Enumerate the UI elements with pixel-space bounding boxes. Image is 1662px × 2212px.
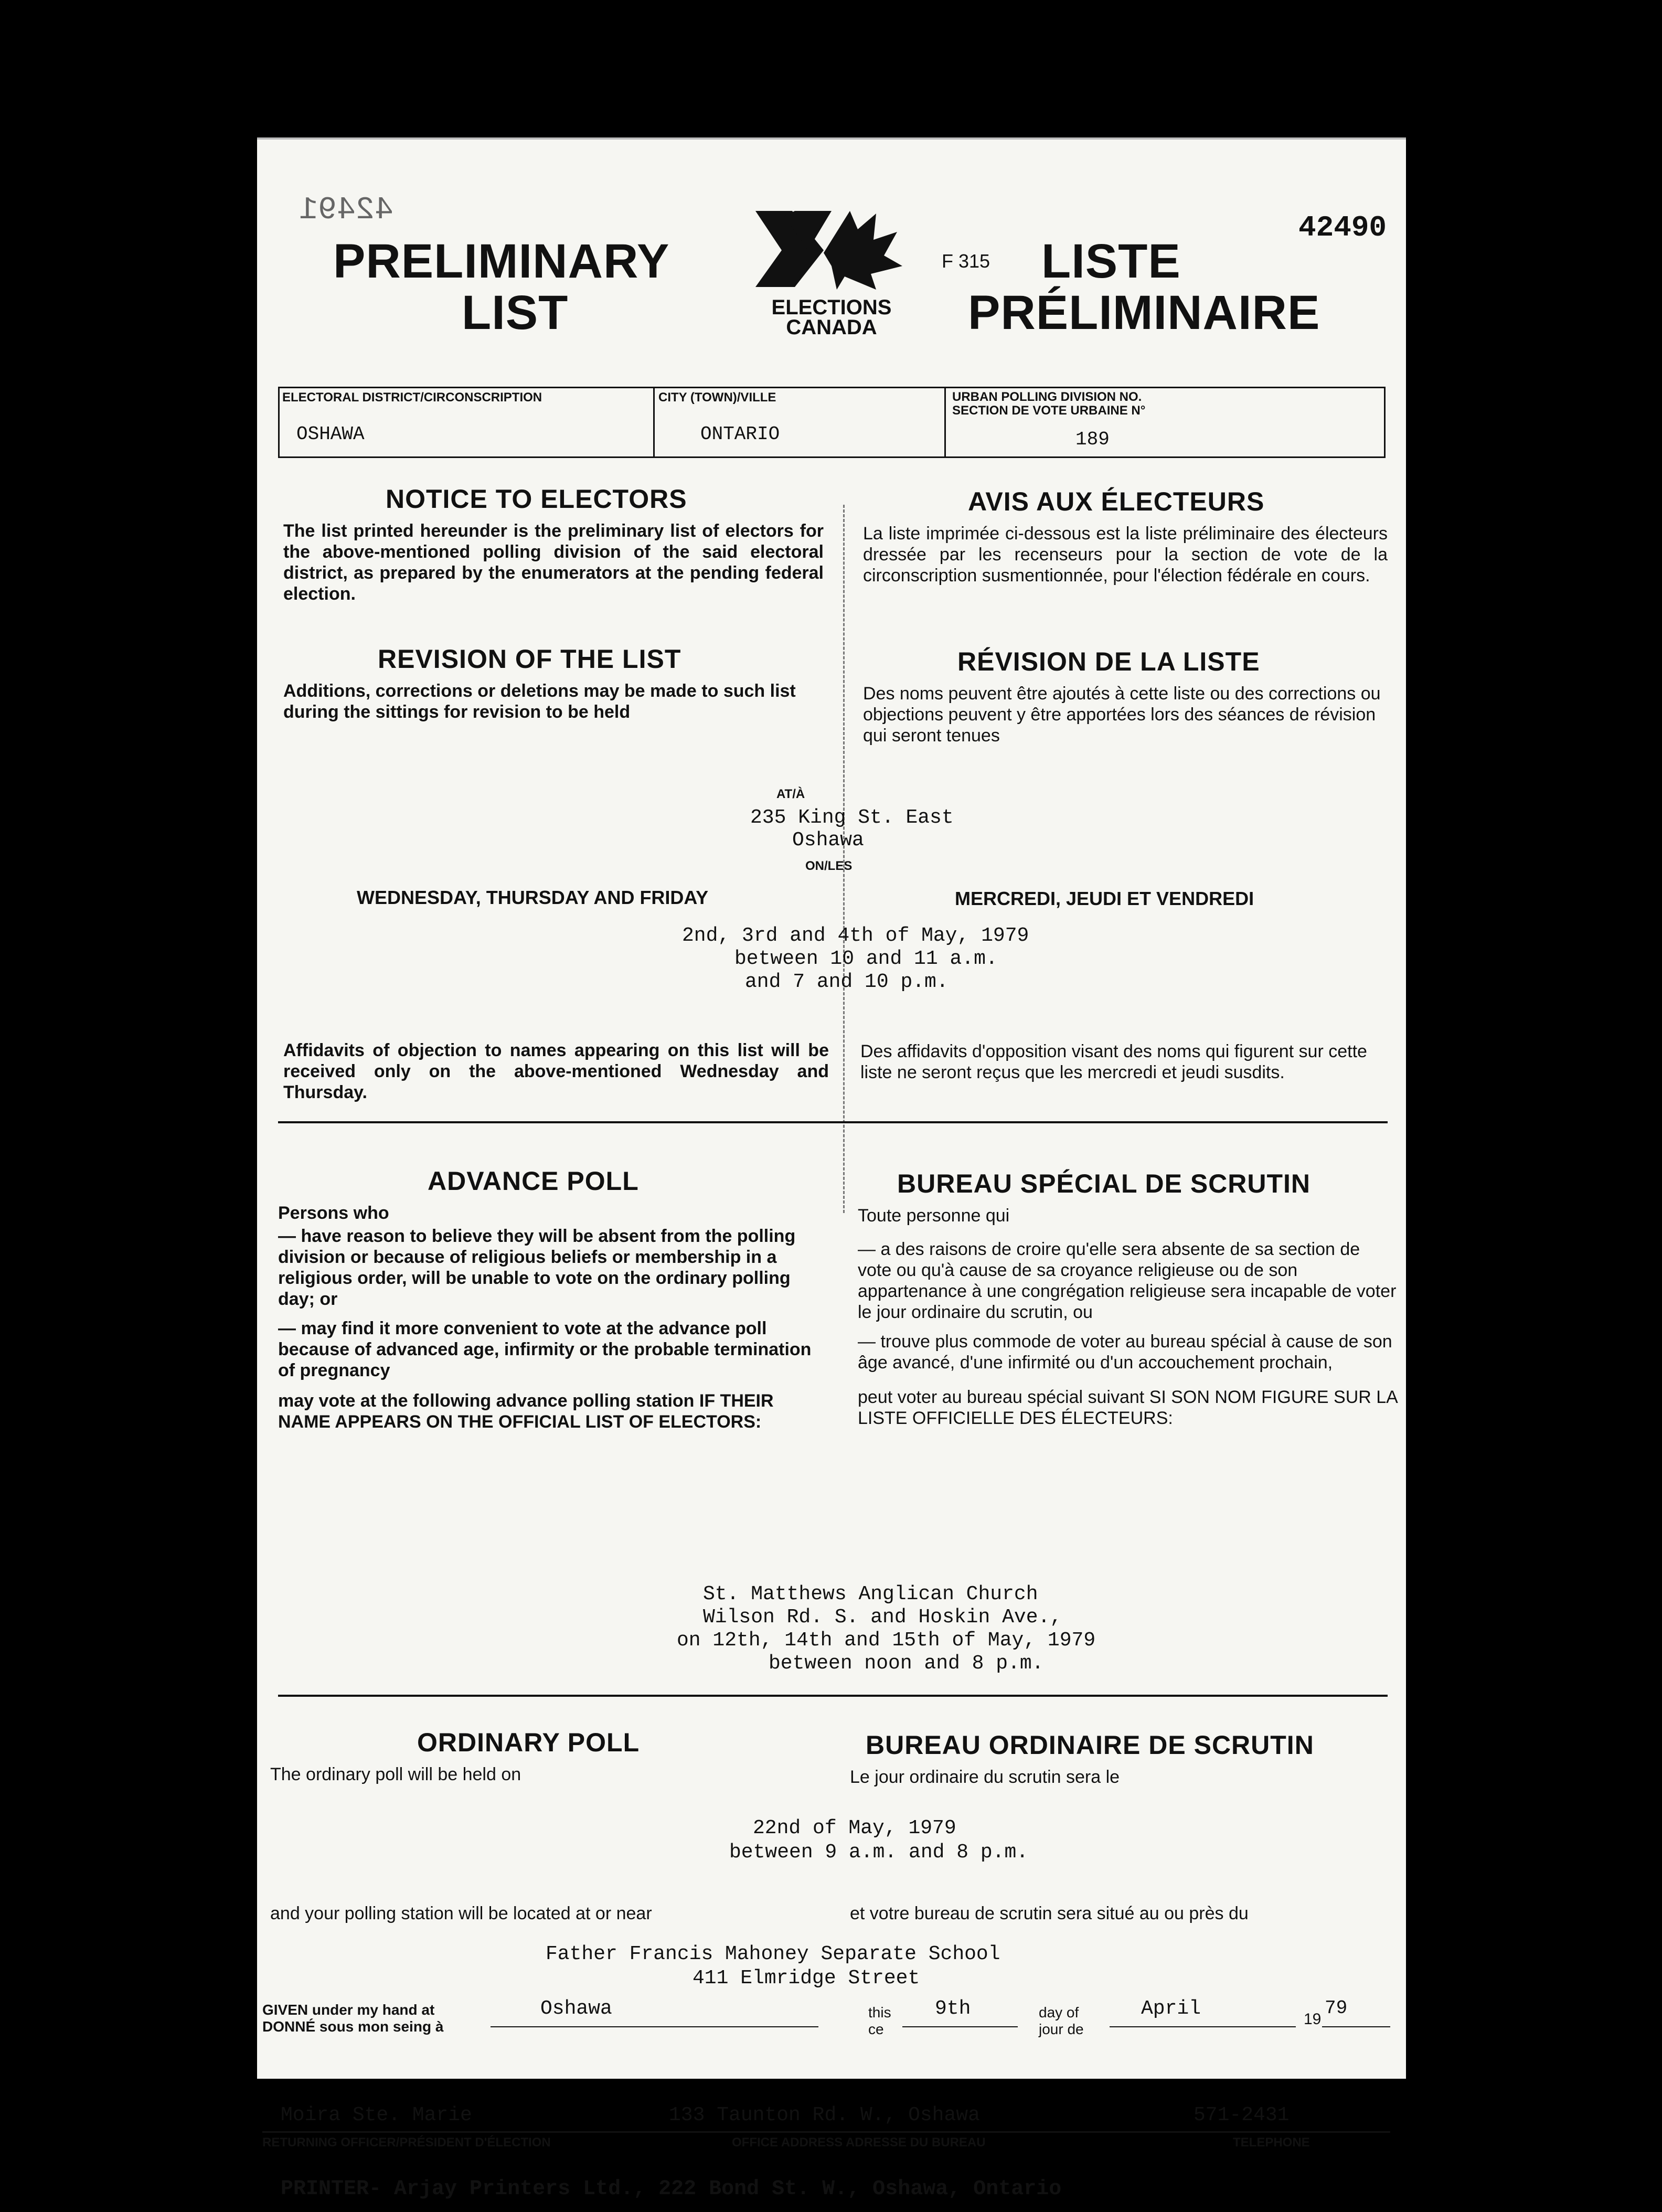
ordinary-date-line1: 22nd of May, 1979 <box>753 1817 956 1839</box>
at-label: AT/À <box>776 787 805 801</box>
given-label-en: GIVEN under my hand at <box>262 2002 435 2018</box>
ordinary-station-en: and your polling station will be located at or near <box>270 1903 652 1923</box>
form-number: 42490 <box>1298 211 1387 244</box>
revision-text-en: Additions, corrections or deletions may be made to such list during the sittings for revision to be held <box>283 681 796 722</box>
notice-title-fr: AVIS AUX ÉLECTEURS <box>968 487 1265 516</box>
logo-text-line1: ELECTIONS <box>771 296 892 319</box>
advance-item2-en: — may find it more convenient to vote at the advance poll because of advanced age, infirmity or the probable termination of pregnancy <box>278 1318 812 1380</box>
field-divider-2 <box>944 387 946 456</box>
this-label <box>868 2004 891 2038</box>
ordinary-held-fr: Le jour ordinaire du scrutin sera le <box>850 1767 1120 1787</box>
day-of-label <box>1039 2004 1084 2038</box>
ordinary-station-fr: et votre bureau de scrutin sera situé au ou près du <box>850 1903 1249 1923</box>
revision-dates-line1: 2nd, 3rd and 4th of May, 1979 <box>682 924 1029 947</box>
affidavit-en: Affidavits of objection to names appearing on this list will be received only on the above-mentioned Wednesday and Thursday. <box>283 1040 829 1102</box>
division-label <box>952 390 1145 418</box>
revision-dates-line2: between 10 and 11 a.m. <box>734 948 998 970</box>
district-label: ELECTORAL DISTRICT/CIRCONSCRIPTION <box>282 390 542 405</box>
advance-intro-en: Persons who <box>278 1203 389 1223</box>
days-fr: MERCREDI, JEUDI ET VENDREDI <box>955 888 1254 909</box>
elections-canada-logo <box>745 203 944 295</box>
document-page <box>257 137 1406 2201</box>
notice-title-en: NOTICE TO ELECTORS <box>386 484 687 514</box>
given-place: Oshawa <box>540 1997 612 2020</box>
advance-item1-en: — have reason to believe they will be absent from the polling division or because of religious beliefs or membership in a religious order, will be unable to vote on the ordinary polling day; or <box>278 1226 796 1309</box>
given-day-line <box>902 2026 1018 2027</box>
given-label-fr: DONNÉ sous mon seing à <box>262 2018 444 2035</box>
ordinary-place <box>546 1942 1000 1991</box>
ordinary-date-line2: between 9 a.m. and 8 p.m. <box>729 1841 1029 1864</box>
revision-address-line1: 235 King St. East <box>750 806 954 829</box>
divider-ordinary <box>278 1695 1388 1697</box>
given-year-line <box>1322 2026 1390 2027</box>
affidavit-fr: Des affidavits d'opposition visant des noms qui figurent sur cette liste ne seront reçus que les mercredi et jeudi susdits. <box>860 1041 1367 1082</box>
logo-text-line2: CANADA <box>786 316 877 339</box>
jour-de-label-fr: jour de <box>1039 2021 1084 2037</box>
revision-title-en: REVISION OF THE LIST <box>378 644 681 674</box>
logo-text <box>753 297 910 337</box>
city-label: CITY (TOWN)/VILLE <box>658 390 776 405</box>
ordinary-title-en: ORDINARY POLL <box>417 1728 640 1757</box>
advance-location-line2: Wilson Rd. S. and Hoskin Ave., <box>703 1606 1062 1629</box>
advance-outro-fr: peut voter au bureau spécial suivant SI SON NOM FIGURE SUR LA LISTE OFFICIELLE DES ÉLECTEURS: <box>858 1387 1397 1428</box>
advance-location-line3: on 12th, 14th and 15th of May, 1979 <box>677 1629 1096 1652</box>
revision-title-fr: RÉVISION DE LA LISTE <box>957 647 1260 676</box>
officer-name-label: RETURNING OFFICER/PRÉSIDENT D'ÉLECTION <box>262 2135 551 2150</box>
advance-location <box>669 1583 1095 1675</box>
advance-outro-en: may vote at the following advance polling station IF THEIR NAME APPEARS ON THE OFFICIAL LIST OF ELECTORS: <box>278 1391 774 1432</box>
ordinary-held-en: The ordinary poll will be held on <box>270 1764 521 1784</box>
given-month: April <box>1141 1997 1201 2020</box>
city-value: ONTARIO <box>700 423 780 445</box>
on-label: ON/LES <box>805 859 853 873</box>
advance-location-line1: St. Matthews Anglican Church <box>703 1583 1038 1605</box>
revision-address-line2: Oshawa <box>792 829 864 852</box>
days-en: WEDNESDAY, THURSDAY AND FRIDAY <box>357 887 709 908</box>
officer-address: 133 Taunton Rd. W., Oshawa <box>669 2104 980 2126</box>
field-divider-1 <box>653 387 655 456</box>
revision-dates-line3: and 7 and 10 p.m. <box>745 971 949 993</box>
division-value: 189 <box>1075 429 1110 450</box>
title-en-line2: LIST <box>462 286 569 339</box>
advance-item2-fr: — trouve plus commode de voter au bureau spécial à cause de son âge avancé, d'une infirmité ou d'un accouchement prochain, <box>858 1332 1392 1373</box>
district-value: OSHAWA <box>296 423 365 445</box>
advance-title-en: ADVANCE POLL <box>428 1166 639 1196</box>
form-code: F 315 <box>942 250 990 272</box>
given-label <box>262 2002 443 2035</box>
divider-advance <box>278 1121 1388 1123</box>
form-number-mirrored: 42491 <box>299 193 394 228</box>
officer-line <box>262 2131 1390 2133</box>
officer-name: Moira Ste. Marie <box>281 2104 472 2126</box>
notice-text-en: The list printed hereunder is the preliminary list of electors for the above-mentioned polling division of the said electoral district, as prepared by the enumerators at the pending federal election. <box>283 521 824 604</box>
year-prefix: 19 <box>1304 2011 1322 2028</box>
advance-intro-fr: Toute personne qui <box>858 1206 1010 1226</box>
revision-dates <box>682 924 1029 994</box>
advance-title-fr: BUREAU SPÉCIAL DE SCRUTIN <box>897 1169 1311 1198</box>
ordinary-title-fr: BUREAU ORDINAIRE DE SCRUTIN <box>866 1730 1314 1760</box>
day-of-label-en: day of <box>1039 2004 1079 2020</box>
notice-text-fr: La liste imprimée ci-dessous est la liste préliminaire des électeurs dressée par les recenseurs pour la section de vote de la circonscription susmentionnée, pour l'élection fédérale en cours. <box>863 524 1388 586</box>
officer-phone: 571-2431 <box>1194 2104 1290 2126</box>
given-month-line <box>1110 2026 1296 2027</box>
top-edge <box>257 137 1406 140</box>
officer-phone-label: TELEPHONE <box>1233 2135 1310 2150</box>
title-en-line1: PRELIMINARY <box>333 235 670 288</box>
division-label-line2: SECTION DE VOTE URBAINE N° <box>952 403 1146 418</box>
ce-label-fr: ce <box>868 2021 884 2037</box>
advance-location-line4: between noon and 8 p.m. <box>769 1652 1044 1675</box>
advance-block-fr <box>858 1205 1398 1429</box>
officer-address-label: OFFICE ADDRESS ADRESSE DU BUREAU <box>732 2135 986 2150</box>
ordinary-place-line2: 411 Elmridge Street <box>692 1967 920 1990</box>
year-suffix: 79 <box>1325 1997 1348 2019</box>
advance-item1-fr: — a des raisons de croire qu'elle sera absente de sa section de vote ou qu'à cause de sa croyance religieuse ou de son appartenance à une congrégation religieuse sera incapable de voter le jour ordinaire du scrutin, ou <box>858 1239 1397 1322</box>
given-place-line <box>491 2026 818 2027</box>
ordinary-place-line1: Father Francis Mahoney Separate School <box>546 1943 1000 1965</box>
advance-block-en <box>278 1203 824 1432</box>
division-label-line1: URBAN POLLING DIVISION NO. <box>952 390 1142 404</box>
this-label-en: this <box>868 2004 891 2020</box>
given-day: 9th <box>935 1997 971 2020</box>
title-fr-line1: LISTE <box>1041 235 1181 288</box>
revision-text-fr: Des noms peuvent être ajoutés à cette liste ou des corrections ou objections peuvent y être apportées lors des séances de révision qui seront tenues <box>863 684 1381 746</box>
title-fr-line2: PRÉLIMINAIRE <box>968 286 1320 339</box>
printer-line: PRINTER- Arjay Printers Ltd., 222 Bond St. W., Oshawa, Ontario <box>281 2177 1062 2201</box>
ordinary-date <box>729 1816 1028 1865</box>
